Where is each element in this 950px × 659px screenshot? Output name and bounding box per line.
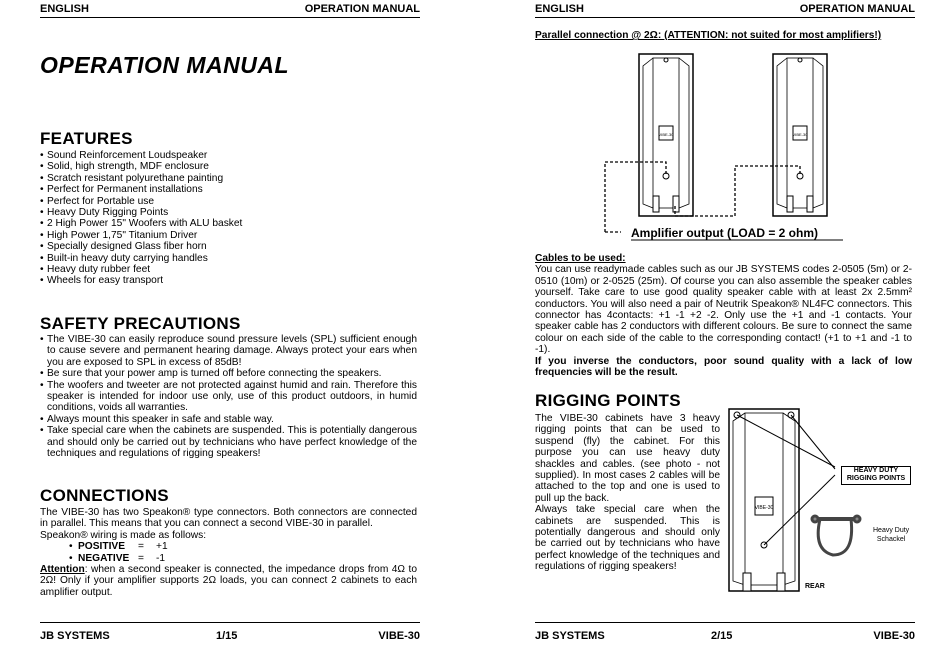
feature-item: • Sound Reinforcement Loudspeaker (40, 150, 418, 161)
header-doc-title: OPERATION MANUAL (304, 3, 420, 15)
connections-intro: The VIBE-30 has two Speakon® type connectors. Both connectors are connected in parallel. This means that you can connect a second VIBE-30 in parallel. (40, 507, 417, 530)
connections-wiring: Speakon® wiring is made as follows: (40, 529, 207, 541)
wiring-list (40, 541, 417, 564)
cables-heading: Cables to be used: (535, 253, 626, 264)
rigging-heading: RIGGING POINTS (535, 391, 681, 410)
feature-item: • High Power 1,75" Titanium Driver (40, 230, 418, 241)
feature-item: • Perfect for Permanent installations (40, 184, 418, 195)
positive-value: +1 (156, 541, 168, 553)
wiring-positive (40, 541, 417, 552)
page-header (535, 3, 915, 18)
rigging-points-callout (841, 466, 911, 485)
safety-item: • Take special care when the cabinets are suspended. This is potentially dangerous and should only be carried out by technicians who have perfect knowledge of the techniques and regulations of rigging speakers! (40, 425, 417, 459)
attention-note (40, 564, 417, 598)
amplifier-output-label: Amplifier output (LOAD = 2 ohm) (631, 226, 818, 240)
positive-label: POSITIVE (78, 541, 125, 553)
speaker-badge-right: VIBE-30 (792, 132, 808, 137)
connections-body (40, 507, 417, 598)
shackle-caption-line-1: Heavy Duty (873, 527, 910, 534)
footer-page-number: 1/15 (216, 630, 238, 642)
cables-warning: If you inverse the conductors, poor sound quality with a lack of low frequencies will be the result. (535, 355, 912, 379)
feature-item: • 2 High Power 15" Woofers with ALU basket (40, 218, 418, 229)
feature-item: • Solid, high strength, MDF enclosure (40, 161, 418, 172)
rigging-text-2: Always take special care when the cabinets are suspended. This is potentially dangerous and should only be carried out by technicians who have perfect knowledge of the techniques and regulations of rigging speakers! (535, 504, 720, 573)
page-footer (535, 622, 915, 644)
feature-item: • Built-in heavy duty carrying handles (40, 253, 418, 264)
feature-item: • Wheels for easy transport (40, 275, 418, 286)
attention-label: Attention (40, 564, 85, 575)
safety-item: • The VIBE-30 can easily reproduce sound pressure levels (SPL) sufficient enough to cause severe and permanent hearing damage. Always protect your ears when you are exposed to SPL in excess of 85dB! (40, 334, 417, 368)
cables-section (535, 253, 912, 378)
positive-eq: = (138, 541, 144, 553)
cables-text: You can use readymade cables such as our JB SYSTEMS codes 2-0505 (5m) or 2-0510 (10m) or 2-0525 (25m). Of course you can also assemble the speaker cables yourself. Take care to use good quality speaker cable with at least 2x 2.5mm² conductors. You will also need a pair of Neutrik Speakon® NL4FC connectors. This connector has 4contacts: +1 -1 +2 -2. Only use the +1 and -1 contacts. Your speaker cable has 2 conductors with different colours. Be sure to connect the same colour on each side of the cable to the corresponding contact! (+1 to +1 and -1 to -1). (535, 264, 912, 356)
feature-item: • Heavy Duty Rigging Points (40, 207, 418, 218)
parallel-diagram (535, 46, 915, 244)
header-doc-title: OPERATION MANUAL (799, 3, 915, 15)
rigging-diagram (725, 405, 915, 595)
speaker-right (773, 54, 827, 216)
header-language: ENGLISH (535, 3, 584, 15)
speaker-badge-left: VIBE-30 (658, 132, 674, 137)
page-header (40, 3, 420, 18)
connections-heading: CONNECTIONS (40, 486, 169, 505)
speaker-left (639, 54, 693, 216)
feature-item: • Scratch resistant polyurethane painting (40, 173, 418, 184)
callout-line-2: RIGGING POINTS (846, 475, 906, 482)
footer-brand: JB SYSTEMS (535, 630, 605, 642)
safety-item: • Always mount this speaker in safe and stable way. (40, 414, 417, 425)
left-page (40, 0, 420, 659)
footer-model: VIBE-30 (873, 630, 915, 642)
safety-heading: SAFETY PRECAUTIONS (40, 314, 241, 333)
page-footer (40, 622, 420, 644)
footer-page-number: 2/15 (711, 630, 733, 642)
parallel-title: Parallel connection @ 2Ω: (ATTENTION: not suited for most amplifiers!) (535, 30, 882, 41)
rigging-speaker-badge: VIBE-30 (754, 505, 774, 511)
right-page (535, 0, 915, 659)
shackle-caption-line-2: Schackel (876, 536, 906, 543)
cable-lines (605, 162, 800, 232)
footer-model: VIBE-30 (378, 630, 420, 642)
rear-label: REAR (805, 583, 825, 590)
negative-value: -1 (156, 552, 166, 564)
shackle-caption (873, 526, 909, 544)
negative-eq: = (138, 552, 144, 564)
safety-item: • The woofers and tweeter are not protected against humid and rain. Therefore this speaker is intended for indoor use only, use of this product outdoors, in humid conditions, voids all warranties. (40, 380, 417, 414)
negative-label: NEGATIVE (78, 552, 130, 564)
rigging-body (535, 413, 720, 573)
attention-text: : when a second speaker is connected, the impedance drops from 4Ω to 2Ω! Only if your amplifier supports 2Ω loads, you can connect 2 cabinets to each amplifier output. (40, 564, 417, 598)
wiring-negative (40, 553, 417, 564)
safety-list (40, 334, 417, 459)
footer-brand: JB SYSTEMS (40, 630, 110, 642)
feature-item: • Perfect for Portable use (40, 196, 418, 207)
features-heading: FEATURES (40, 129, 133, 148)
features-list (40, 150, 418, 287)
rigging-text-1: The VIBE-30 cabinets have 3 heavy rigging points that can be used to suspend (fly) the cabinet. For this purpose you can use heavy duty shackles and cables. (see photo - not supplied). In most cases 2 cables will be attached to the top and one is used to pull up the back. (535, 413, 720, 504)
feature-item: • Specially designed Glass fiber horn (40, 241, 418, 252)
feature-item: • Heavy duty rubber feet (40, 264, 418, 275)
callout-line-1: HEAVY DUTY (853, 467, 899, 474)
shackle-icon (812, 516, 860, 555)
safety-item: • Be sure that your power amp is turned off before connecting the speakers. (40, 368, 417, 379)
header-language: ENGLISH (40, 3, 89, 15)
page-title: OPERATION MANUAL (40, 52, 290, 78)
